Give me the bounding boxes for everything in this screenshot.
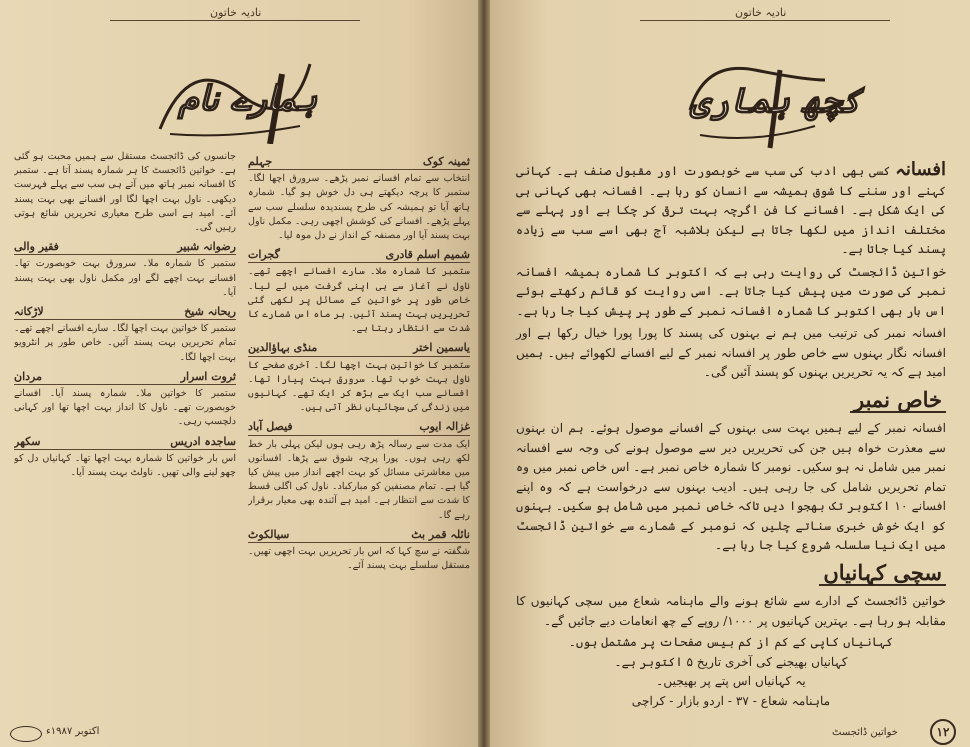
letter-entry: [248, 528, 470, 574]
letter-author: ثمینہ کوک: [422, 155, 470, 168]
letter-text: ستمبر کا خواتین ملا۔ شمارہ پسند آیا۔ افسانے خوبصورت تھے۔ ناول کا انداز بہت اچھا تھا اور کہانی دلچسپ رہی۔: [14, 388, 236, 428]
rule-line: کہانیاں کاپی کے کم از کم بیس صفحات پر مشتمل ہوں۔: [568, 635, 894, 649]
letter-entry: [14, 370, 236, 430]
editorial-intro: [516, 160, 946, 711]
letter-city: گجرات: [248, 248, 280, 262]
rule-line: یہ کہانیاں اس پتے پر بھیجیں۔: [656, 674, 806, 688]
letter-text: ستمبر کا شمارہ ملا۔ سرورق بہت خوبصورت تھا۔ افسانے بہت اچھے لگے اور مکمل ناول بھی بہت پسند آیا۔: [14, 258, 236, 298]
page-header: نادیہ خاتون: [735, 6, 787, 19]
intro-lead-word: افسانہ: [895, 159, 946, 180]
special-paragraph: افسانہ نمبر کے لیے ہمیں بہت سی بہنوں کے افسانے موصول ہوئے۔ ہم ان بہنوں سے معذرت خواہ ہیں جن کی تحریریں دیر سے موصول ہونے کی وجہ سے افسانہ نمبر میں شامل نہ ہو سکیں۔ نومبر کا شمارہ خاص نمبر ہے۔ اس خاص نمبر میں وہ تمام تحریریں شامل کی جا رہی ہیں۔ ادیب بہنوں سے درخواست ہے کہ وہ اپنے افسانے ۱۰ اکتوبر تک بھجوا دیں تاکہ خاص نمبر میں شامل ہو سکیں۔ بہنوں کو ایک خوش خبری سناتے چلیں کہ نومبر کے شمارے سے خواتین ڈائجسٹ میں ایک نیا سلسلہ شروع کیا جا رہا ہے۔: [516, 421, 946, 552]
letter-text: ستمبر کا خواتین بہت اچھا لگا۔ سارے افسانے اچھے تھے۔ تمام تحریریں بہت پسند آئیں۔ خاص طور پر انٹرویو بہت اچھا لگا۔: [14, 323, 236, 363]
letter-city: لاڑکانہ: [14, 305, 44, 319]
page-footer-title: خواتین ڈائجسٹ: [832, 727, 898, 738]
left-page: [0, 0, 478, 747]
letter-city: سیالکوٹ: [248, 527, 290, 541]
page-footer-date: اکتوبر ۱۹۸۷ء: [46, 726, 100, 737]
letter-city: مردان: [14, 369, 42, 383]
footer-oval: [10, 726, 42, 742]
letter-author: غزالہ ایوب: [419, 420, 470, 434]
page-header: نادیہ خاتون: [210, 6, 262, 19]
intro-paragraph-3: افسانہ نمبر کی ترتیب میں ہم نے بہنوں کی پسند کا پورا پورا خیال رکھا ہے اور افسانہ نگار بہنوں سے خاص طور پر افسانہ نمبر کے لیے افسانے لکھوائے ہیں۔ ہمیں امید ہے کہ یہ تحریریں بہنوں کو پسند آئیں گی۔: [516, 326, 946, 379]
intro-paragraph-1: کسی بھی ادب کی سب سے خوبصورت اور مقبول صنف ہے۔ کہانی کہنے اور سننے کا شوق ہمیشہ سے انسان کو رہا ہے۔ افسانہ بھی کہانی ہی کی ایک شکل ہے۔ افسانے کا فن اگرچہ بہت ترقی کر چکا ہے اور پہلے سے مختلف انداز میں لکھا جاتا ہے لیکن بلاشبہ آج بھی اسے سب سے زیادہ پسند کیا جاتا ہے۔: [516, 164, 946, 256]
letter-text: شگفتہ نے سچ کہا کہ اس بار تحریریں بہت اچھی تھیں۔ مستقل سلسلے بہت پسند آئے۔: [248, 546, 470, 572]
letter-author: نائلہ قمر بٹ: [411, 527, 470, 541]
intro-paragraph-2: خواتین ڈائجسٹ کی روایت رہی ہے کہ اکتوبر کا شمارہ ہمیشہ افسانہ نمبر کی صورت میں پیش کیا جاتا ہے۔ اسی روایت کو قائم رکھتے ہوئے اس بار بھی اکتوبر کا شمارہ افسانہ نمبر کے طور پر پیش کیا جا رہا ہے۔: [516, 264, 946, 318]
rule-line: کہانیاں بھیجنے کی آخری تاریخ ۵ اکتوبر ہے۔: [614, 654, 848, 669]
header-rule: [640, 20, 890, 21]
address-line: ماہنامہ شعاع - ۳۷ - اردو بازار - کراچی: [631, 693, 831, 708]
letter-entry: [14, 150, 236, 235]
letter-text: ستمبر کا شمارہ ملا۔ سارے افسانے اچھے تھے۔ ناول نے آغاز سے ہی اپنی گرفت میں لے لیا۔ خاص طور پر خواتین کے مسائل پر لکھی گئی تحریریں بہت پسند آئیں۔ ہر ماہ اس شمارے کا شدت سے انتظار رہتا ہے۔: [248, 266, 470, 335]
letter-entry: [14, 305, 236, 365]
letter-author: ریحانہ شیخ: [184, 305, 236, 319]
letter-entry: [14, 240, 236, 300]
page-title-logo: کچھ ہماری: [690, 81, 862, 121]
letter-entry: [248, 341, 470, 415]
header-rule: [110, 20, 360, 21]
letter-author: شمیم اسلم قادری: [385, 248, 470, 262]
letters-column-right: [248, 150, 470, 740]
letter-city: فقیر والی: [14, 240, 59, 254]
book-gutter: [478, 0, 490, 747]
right-page: [490, 0, 970, 747]
letter-city: فیصل آباد: [248, 420, 293, 434]
letter-city: منڈی بہاؤالدین: [248, 341, 318, 355]
letter-text: اس بار خواتین کا شمارہ بہت اچھا تھا۔ کہانیاں دل کو چھو لینے والی تھیں۔ ناولٹ بہت پسند آیا۔: [14, 452, 236, 479]
letter-entry: [248, 248, 470, 336]
letter-entry: [248, 155, 470, 243]
letter-author: ساجدہ ادریس: [170, 434, 236, 448]
letter-entry: [14, 435, 236, 481]
letter-text: ستمبر کا خواتین بہت اچھا لگا۔ آخری صفحے کا ناول بہت خوب تھا۔ سرورق بہت پیارا تھا۔ افسانے سب ایک سے بڑھ کر ایک تھے۔ کہانیوں میں زندگی کی سچائیاں نظر آتی ہیں۔: [248, 359, 470, 414]
letter-city: جہلم: [248, 155, 273, 168]
page-number: ۱۲: [930, 719, 956, 745]
true-stories-paragraph: خواتین ڈائجسٹ کے ادارے سے شائع ہونے والے ماہنامہ شعاع میں سچی کہانیوں کا مقابلہ ہو رہا ہے۔ بہترین کہانیوں پر ۱۰۰۰/ روپے کے چھ انعامات دیے جائیں گے۔: [516, 594, 946, 628]
letter-entry: [248, 420, 470, 522]
section-title-special: خاص نمبر: [850, 390, 946, 414]
letter-author: رضوانہ شبیر: [177, 240, 236, 254]
letters-column-left: [14, 150, 236, 715]
letter-city: سکھر: [14, 434, 41, 448]
letter-text: جانسوں کی ڈائجسٹ مستقل سے ہمیں محبت ہو گئی ہے۔ خواتین ڈائجسٹ کا ہر شمارہ پسند آتا ہے۔ ستمبر کا افسانہ نمبر ہاتھ میں آتے ہی سب سے پہلے فہرست دیکھی۔ ناول بہت اچھا لگا اور افسانے بھی بہت پسند آئے۔ امید ہے اسی طرح معیاری تحریریں شائع ہوتی رہیں گی۔: [14, 151, 236, 234]
letter-text: انتخاب سے تمام افسانے نمبر پڑھے۔ سرورق اچھا لگا۔ ستمبر کا پرچہ دیکھتے ہی دل خوش ہو گیا۔ شمارہ ہاتھ آیا تو ہمیشہ کی طرح پسندیدہ سلسلے سب سے پہلے پڑھے۔ افسانے کی کوشش اچھی رہی۔ مکمل ناول بہت پسند آیا اور مصنفہ کے انداز نے دل موہ لیا۔: [248, 173, 470, 242]
letter-author: یاسمین اختر: [413, 341, 470, 355]
letter-text: ایک مدت سے رسالہ پڑھ رہی ہوں لیکن پہلی بار خط لکھ رہی ہوں۔ پورا پرچہ شوق سے پڑھا۔ افسانوں میں معاشرتی مسائل کو بہت اچھے انداز میں پیش کیا گیا ہے۔ تمام مصنفین کو مبارکباد۔ ناول کی اگلی قسط کا شدت سے انتظار ہے۔ امید ہے آئندہ بھی معیار برقرار رہے گا۔: [248, 438, 470, 521]
page-title-logo: ہمارے نام: [178, 79, 317, 119]
section-title-true-stories: سچی کہانیاں: [819, 563, 946, 587]
letter-author: ثروت اسرار: [180, 369, 236, 383]
